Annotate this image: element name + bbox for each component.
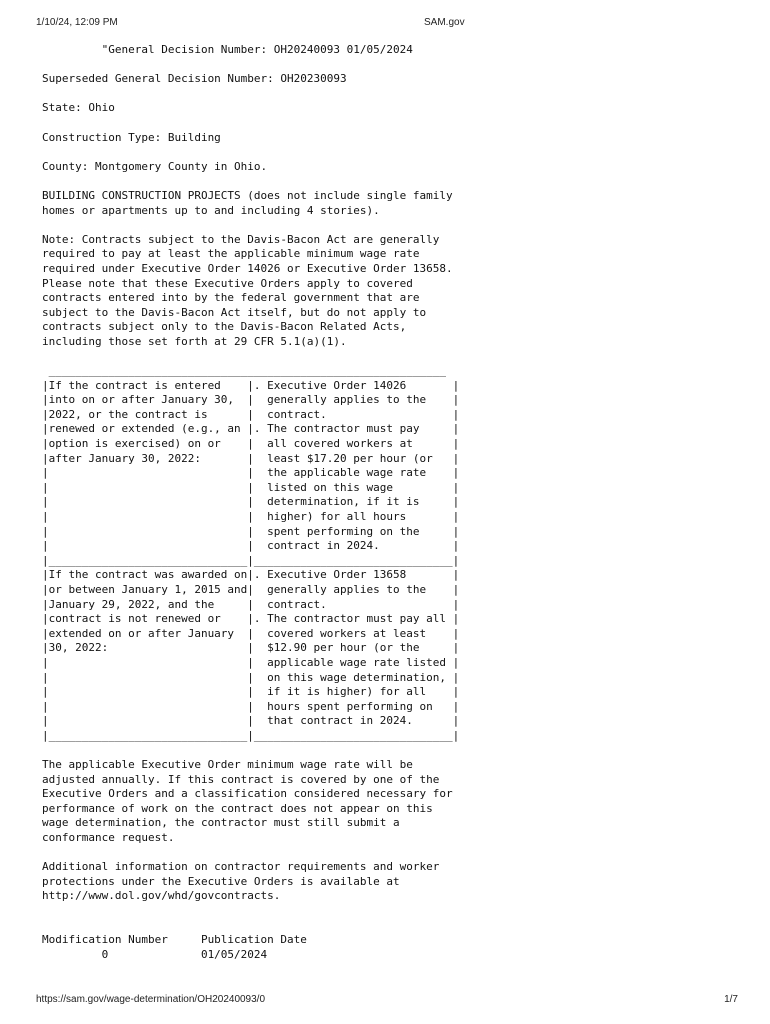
project-scope-text: BUILDING CONSTRUCTION PROJECTS (does not include single family homes or apartments up to and including 4 stories). [42,188,453,217]
eo-table-row-13658: |If the contract was awarded on|. Executive Order 13658 | |or between January 1, 2015 and| generally applies to the | |January 29, 2022, and the | contract. | |contract is not renewed or |. The contractor must pay all | |extended on or after January | covered workers at least | |30, 2022: | $12.90 per hour (or the | | | applicable wage rate listed | | | on this wage determination, | | | if it is higher) for all | | | hours spent performing on | | | that contract in 2024. | |______________________________|______________________________| [42,568,460,742]
decision-number-line: "General Decision Number: OH20240093 01/05/2024 [42,43,413,56]
footer-url: https://sam.gov/wage-determination/OH20240093/0 [36,994,266,1005]
footer-page-number: 1/7 [724,994,738,1005]
davis-bacon-note: Note: Contracts subject to the Davis-Bacon Act are generally required to pay at least the applicable minimum wage rate required under Executive Order 14026 or Executive Order 13658. Please note that these Executive Orders apply to covered contracts entered into by the federal government that are subject to the Davis-Bacon Act itself, but do not apply to contracts subject only to the Davis-Bacon Related Acts, including those set forth at 29 CFR 5.1(a)(1). [42,232,453,348]
construction-type-line: Construction Type: Building [42,130,221,144]
print-timestamp: 1/10/24, 12:09 PM [36,17,118,28]
eo-table-row-14026: |If the contract is entered |. Executive Order 14026 | |into on or after January 30, | generally applies to the | |2022, or the contract is | contract. | |renewed or extended (e.g., an |. The contractor must pay | |option is exercised) on or | all covered workers at | |after January 30, 2022: | least $17.20 per hour (or | | | the applicable wage rate | | | listed on this wage | | | determination, if it is | | | higher) for all hours | | | spent performing on the | | | contract in 2024. | |______________________________|______________________________| [42,378,460,567]
eo-table-top-border: ____________________________________________________________ [42,364,446,378]
superseded-decision-number: Superseded General Decision Number: OH20230093 [42,72,347,86]
print-site-name: SAM.gov [424,17,465,28]
state-line: State: Ohio [42,101,115,115]
wage-determination-document [42,43,459,962]
modification-header: Modification Number Publication Date [42,933,307,947]
modification-values: 0 01/05/2024 [42,947,268,961]
county-line: County: Montgomery County in Ohio. [42,159,268,173]
annual-adjustment-text: The applicable Executive Order minimum wage rate will be adjusted annually. If this contract is covered by one of the Executive Orders and a classification considered necessary for performance of work on the contract does not appear on this wage determination, the contractor must still submit a conformance request. [42,758,453,845]
additional-info-text: Additional information on contractor requirements and worker protections under the Executive Orders is available at http://www.dol.gov/whd/govcontracts. [42,860,440,903]
